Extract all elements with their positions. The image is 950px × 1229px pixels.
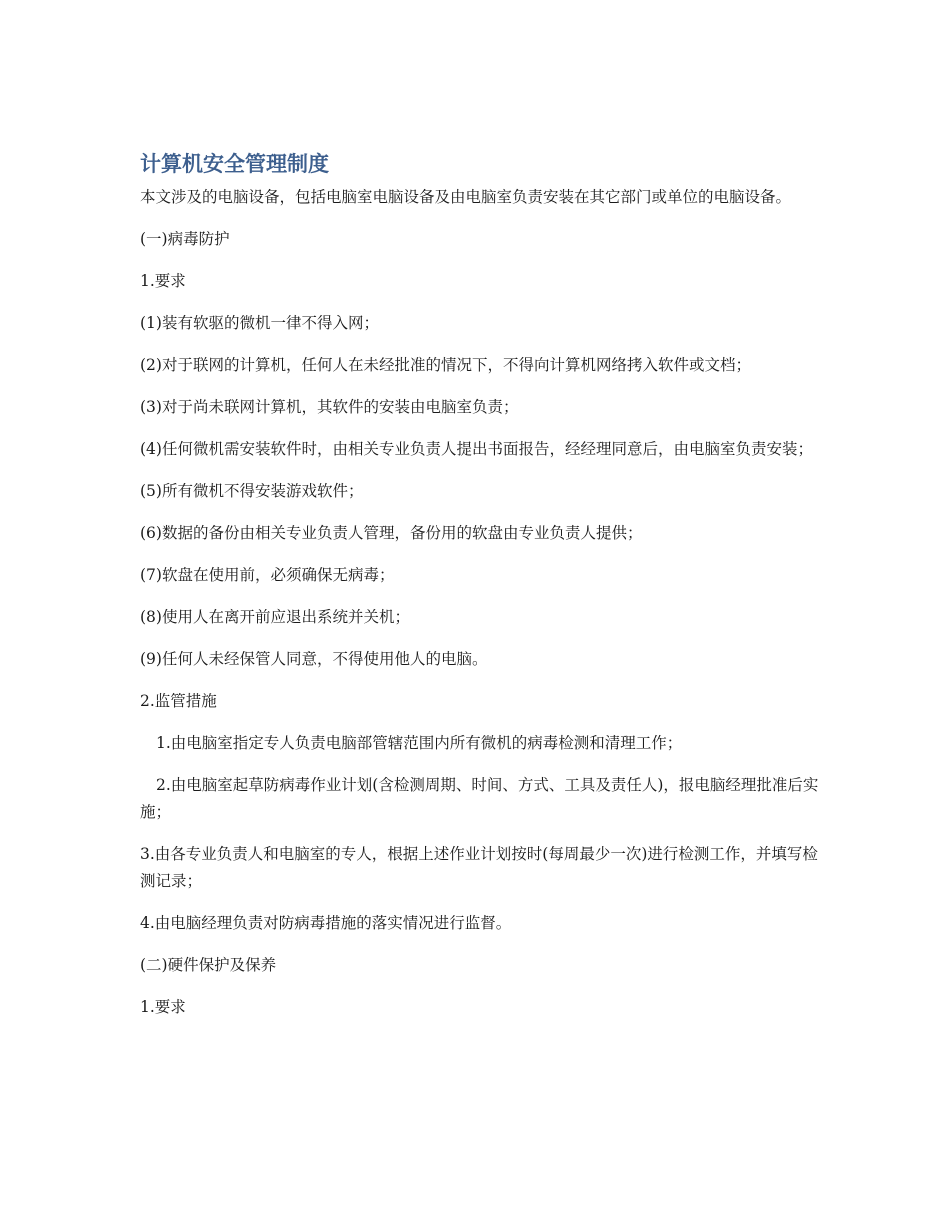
section-heading-hardware: (二)硬件保护及保养 bbox=[140, 956, 277, 974]
supervision-item: 4.由电脑经理负责对防病毒措施的落实情况进行监督。 bbox=[140, 914, 512, 932]
document-title: 计算机安全管理制度 bbox=[140, 152, 329, 176]
supervision-item: 1.由电脑室指定专人负责电脑部管辖范围内所有微机的病毒检测和清理工作； bbox=[156, 734, 683, 752]
requirement-item: (5)所有微机不得安装游戏软件； bbox=[140, 482, 364, 500]
supervision-item: 2.由电脑室起草防病毒作业计划(含检测周期、时间、方式、工具及责任人)，报电脑经理批准后实施； bbox=[140, 776, 819, 821]
requirement-item: (6)数据的备份由相关专业负责人管理，备份用的软盘由专业负责人提供； bbox=[140, 524, 643, 542]
requirement-item: (7)软盘在使用前，必须确保无病毒； bbox=[140, 566, 395, 584]
requirement-item: (8)使用人在离开前应退出系统并关机； bbox=[140, 608, 410, 626]
intro-paragraph: 本文涉及的电脑设备，包括电脑室电脑设备及由电脑室负责安装在其它部门或单位的电脑设备。 bbox=[140, 188, 792, 206]
subheading-supervision: 2.监管措施 bbox=[140, 692, 217, 710]
requirement-item: (9)任何人未经保管人同意，不得使用他人的电脑。 bbox=[140, 650, 488, 668]
requirement-item: (1)装有软驱的微机一律不得入网； bbox=[140, 314, 379, 332]
document-page bbox=[140, 148, 820, 1036]
requirement-item: (4)任何微机需安装软件时，由相关专业负责人提出书面报告，经经理同意后，由电脑室负责安装； bbox=[140, 440, 813, 458]
requirement-item: (3)对于尚未联网计算机，其软件的安装由电脑室负责； bbox=[140, 398, 519, 416]
subheading-requirements: 1.要求 bbox=[140, 272, 186, 290]
subheading-requirements: 1.要求 bbox=[140, 998, 186, 1016]
section-heading-virus: (一)病毒防护 bbox=[140, 230, 230, 248]
supervision-item: 3.由各专业负责人和电脑室的专人，根据上述作业计划按时(每周最少一次)进行检测工作，并填写检测记录； bbox=[140, 845, 818, 890]
requirement-item: (2)对于联网的计算机，任何人在未经批准的情况下，不得向计算机网络拷入软件或文档； bbox=[140, 356, 751, 374]
